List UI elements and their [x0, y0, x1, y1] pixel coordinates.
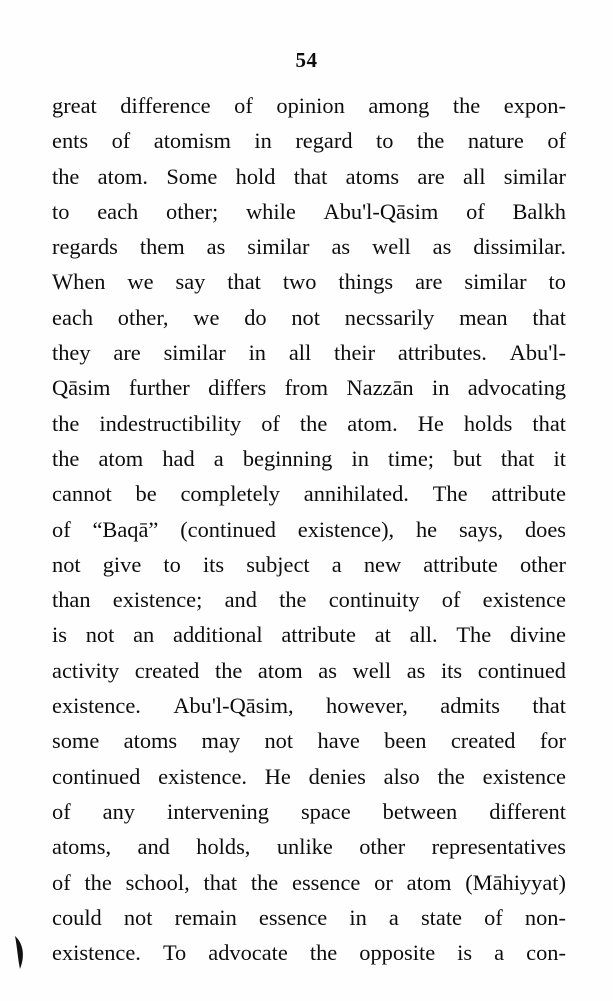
text-word: all [463, 163, 486, 189]
text-word: new [363, 551, 402, 577]
text-word: annihilated. [303, 481, 409, 507]
text-word: not [52, 551, 81, 577]
text-word: in [254, 128, 272, 154]
text-word: denies [308, 763, 366, 789]
text-word: each [52, 304, 94, 330]
text-word: existence [482, 763, 566, 789]
text-word: also [383, 763, 420, 789]
text-word: further [128, 375, 190, 401]
text-word: that [227, 269, 261, 295]
text-line [52, 723, 566, 758]
text-word: each [97, 198, 139, 224]
text-line [52, 688, 566, 723]
text-word: in [248, 340, 266, 366]
text-word: well [352, 657, 392, 683]
text-word: not [264, 728, 294, 754]
text-word: while [246, 198, 296, 224]
text-word: He [417, 410, 444, 436]
text-word: hold [235, 163, 276, 189]
text-word: to [52, 198, 70, 224]
text-word: could [52, 904, 102, 930]
text-word: continuity [328, 587, 420, 613]
text-word: existence [482, 587, 566, 613]
text-word: in [431, 375, 450, 401]
text-word: the [84, 869, 112, 895]
text-word: attribute [281, 622, 356, 648]
text-word: Abu'l- [509, 340, 566, 366]
text-word: may [201, 728, 241, 754]
text-word: great [52, 93, 97, 118]
text-line [52, 512, 566, 547]
text-word: as [331, 234, 351, 260]
text-word: cannot [52, 481, 112, 507]
text-word: completely [180, 481, 280, 507]
text-word: are [417, 163, 445, 189]
text-word: its [440, 657, 463, 683]
text-line [52, 794, 566, 829]
text-line [52, 582, 566, 617]
text-line [52, 441, 566, 476]
text-word: nature [467, 128, 524, 154]
text-word: To [162, 940, 187, 966]
text-word: the [437, 763, 465, 789]
text-line [52, 335, 566, 370]
text-word: that [532, 410, 566, 436]
text-word: we [127, 269, 154, 295]
text-word: of [261, 410, 280, 436]
text-word: the [250, 869, 279, 895]
text-word: they [52, 340, 91, 366]
text-word: we [193, 304, 220, 330]
text-word: The [432, 481, 468, 507]
text-word: he [415, 516, 438, 542]
text-word: beginning [242, 445, 333, 471]
text-word: created [450, 728, 516, 754]
text-line [52, 759, 566, 794]
text-line [52, 406, 566, 441]
text-word: (Māhiyyat) [465, 869, 566, 895]
text-word: opinion [276, 93, 345, 118]
text-word: and [224, 587, 257, 613]
text-word: atom [98, 445, 144, 471]
text-word: activity [52, 657, 120, 683]
text-word: created [134, 657, 200, 683]
text-word: well [372, 234, 411, 260]
text-word: existence. [52, 693, 141, 719]
text-line [52, 88, 566, 123]
text-word: that [500, 445, 535, 471]
text-word: is [457, 940, 473, 966]
text-word: be [135, 481, 157, 507]
text-word: regard [295, 128, 353, 154]
text-word: to [376, 128, 394, 154]
text-line [52, 159, 566, 194]
text-word: are [113, 340, 141, 366]
text-word: Balkh [512, 198, 566, 224]
text-word: the [279, 587, 307, 613]
text-word: attributes. [397, 340, 487, 366]
page-edge-mark [14, 936, 28, 970]
text-word: do [244, 304, 267, 330]
text-word: atomism [153, 128, 231, 154]
text-word: does [524, 516, 566, 542]
text-word: are [415, 269, 443, 295]
text-word: existence. [158, 763, 247, 789]
text-word: Abu'l-Qāsim, [173, 693, 294, 719]
text-word: the [52, 410, 80, 436]
text-word: and [137, 834, 170, 860]
text-word: the [309, 940, 338, 966]
text-word: a [213, 445, 224, 471]
text-word: Abu'l-Qāsim [323, 198, 439, 224]
text-word: other; [166, 198, 219, 224]
text-word: continued [52, 763, 141, 789]
text-word: non- [524, 904, 566, 930]
text-word: advocating [467, 375, 566, 401]
text-word: as [406, 657, 426, 683]
text-word: similar [247, 234, 310, 260]
text-word: than [52, 587, 91, 613]
text-word: subject [246, 551, 310, 577]
text-word: give [102, 551, 142, 577]
text-word: The [456, 622, 492, 648]
text-word: other [519, 551, 566, 577]
text-word: continued [477, 657, 566, 683]
text-word: ents [52, 128, 89, 154]
text-word: atoms, [52, 834, 112, 860]
text-word: their [334, 340, 376, 366]
text-word: not [123, 904, 153, 930]
text-line [52, 617, 566, 652]
text-word: holds, [196, 834, 251, 860]
text-word: differs [208, 375, 267, 401]
text-word: attribute [491, 481, 566, 507]
text-word: When [52, 269, 106, 295]
text-word: that [293, 163, 328, 189]
text-word: divine [509, 622, 566, 648]
text-word: regards [52, 234, 118, 260]
text-word: as [432, 234, 452, 260]
text-word: existence. [52, 940, 141, 966]
text-word: atom [257, 657, 303, 683]
text-word: holds [463, 410, 513, 436]
text-word: opposite [359, 940, 436, 966]
text-word: of [234, 93, 253, 118]
text-word: it [553, 445, 566, 471]
text-word: an [133, 622, 155, 648]
text-word: that [532, 304, 566, 330]
text-word: mean [459, 304, 508, 330]
page-body-text [52, 88, 566, 970]
text-word: any [102, 798, 135, 824]
text-word: existence), [297, 516, 395, 542]
text-word: atom [406, 869, 452, 895]
text-word: to [163, 551, 181, 577]
text-word: says, [458, 516, 504, 542]
text-word: as [318, 657, 337, 683]
text-word: the [52, 445, 80, 471]
text-word: the [452, 93, 481, 118]
text-word: other [359, 834, 406, 860]
text-word: Qāsim [52, 375, 111, 401]
text-line [52, 829, 566, 864]
text-word: that [532, 693, 566, 719]
text-word: for [539, 728, 566, 754]
text-word: remain [174, 904, 237, 930]
text-word: in [349, 904, 367, 930]
text-word: two [282, 269, 317, 295]
text-word: the [214, 657, 243, 683]
text-line [52, 194, 566, 229]
text-word: other, [117, 304, 169, 330]
text-word: Some [166, 163, 218, 189]
text-word: atoms [345, 163, 400, 189]
text-word: similar [464, 269, 527, 295]
text-line [52, 476, 566, 511]
text-word: of [547, 128, 566, 154]
text-line [52, 900, 566, 935]
text-line [52, 229, 566, 264]
text-word: essence [258, 904, 328, 930]
text-word: unlike [276, 834, 333, 860]
text-line [52, 547, 566, 582]
text-word: attribute [423, 551, 498, 577]
text-word: necssarily [344, 304, 435, 330]
text-word: dissimilar. [473, 234, 566, 260]
text-word: is [52, 622, 67, 648]
text-word: the [299, 410, 328, 436]
text-line [52, 935, 566, 970]
text-word: all. [409, 622, 438, 648]
text-line [52, 264, 566, 299]
text-word: a [331, 551, 342, 577]
text-word: of [111, 128, 131, 154]
text-word: a [494, 940, 505, 966]
text-line [52, 300, 566, 335]
text-word: to [548, 269, 566, 295]
text-word: representatives [431, 834, 566, 860]
text-word: not [291, 304, 320, 330]
text-word: difference [120, 93, 211, 118]
text-word: the [416, 128, 445, 154]
text-word: admits [440, 693, 500, 719]
text-word: Nazzān [346, 375, 414, 401]
text-word: atoms [123, 728, 178, 754]
text-word: or [374, 869, 393, 895]
text-word: have [317, 728, 360, 754]
text-word: of [52, 516, 71, 542]
text-word: expon- [503, 93, 566, 118]
text-word: similar [163, 340, 226, 366]
text-line [52, 370, 566, 405]
text-word: from [284, 375, 329, 401]
text-word: intervening [166, 798, 269, 824]
text-word: been [384, 728, 427, 754]
text-line [52, 653, 566, 688]
text-word: con- [526, 940, 566, 966]
text-word: time; [387, 445, 435, 471]
text-word: of [52, 869, 71, 895]
text-word: atom. [347, 410, 398, 436]
text-word: indestructibility [99, 410, 242, 436]
text-word: “Baqā” [92, 516, 159, 542]
text-word: additional [173, 622, 263, 648]
text-word: school, [125, 869, 190, 895]
text-word: of [52, 798, 71, 824]
text-word: as [206, 234, 226, 260]
text-word: similar [503, 163, 566, 189]
page-number: 54 [295, 48, 318, 72]
text-word: between [382, 798, 458, 824]
text-word: them [139, 234, 185, 260]
text-word: different [489, 798, 566, 824]
text-word: a [388, 904, 399, 930]
text-word: in [351, 445, 369, 471]
text-word: state [420, 904, 462, 930]
text-word: had [162, 445, 195, 471]
text-word: all [288, 340, 312, 366]
text-word: existence; [112, 587, 203, 613]
text-word: space [300, 798, 351, 824]
text-word: among [368, 93, 430, 118]
text-word: its [202, 551, 225, 577]
text-word: the [52, 163, 80, 189]
text-word: that [203, 869, 238, 895]
text-word: say [175, 269, 206, 295]
text-word: not [85, 622, 115, 648]
text-word: however, [326, 693, 408, 719]
text-word: He [264, 763, 291, 789]
text-word: things [338, 269, 394, 295]
text-word: (continued [180, 516, 276, 542]
text-word: essence [292, 869, 361, 895]
text-line [52, 865, 566, 900]
text-word: of [466, 198, 485, 224]
text-word: of [484, 904, 503, 930]
text-word: some [52, 728, 100, 754]
text-word: atom. [97, 163, 149, 189]
text-word: at [374, 622, 391, 648]
text-line [52, 123, 566, 158]
text-word: advocate [208, 940, 288, 966]
text-word: but [453, 445, 482, 471]
text-word: of [441, 587, 461, 613]
